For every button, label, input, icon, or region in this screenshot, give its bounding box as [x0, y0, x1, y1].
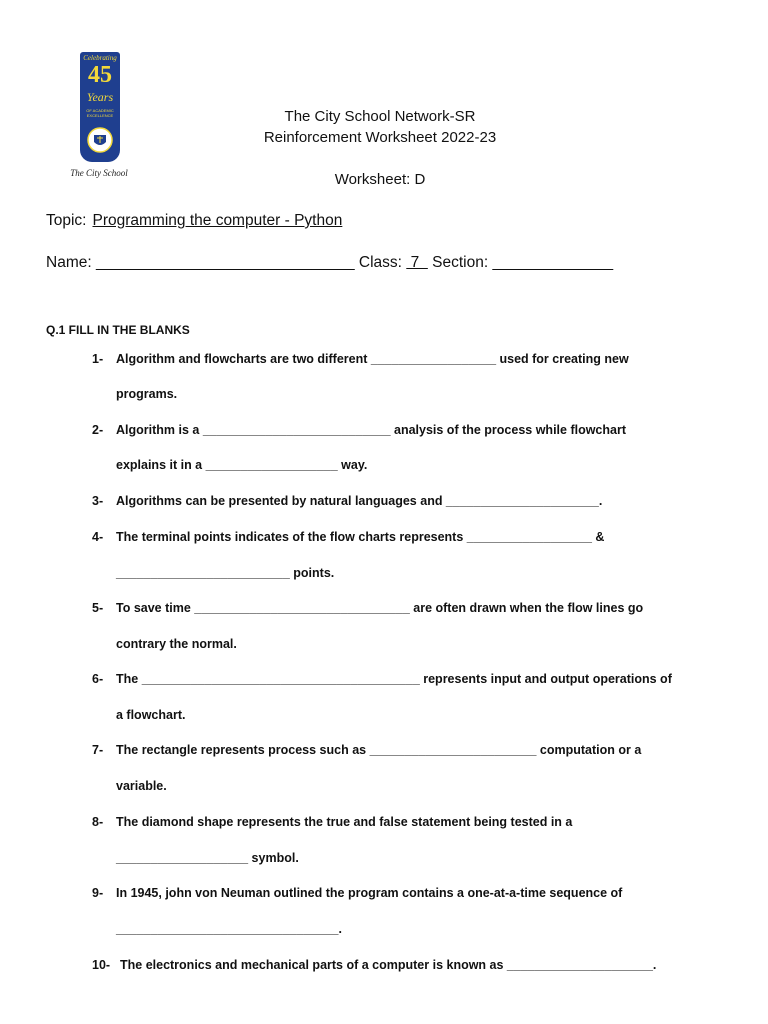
question-line: contrary the normal.	[116, 637, 237, 651]
question-line: explains it in a ___________________ way.	[116, 458, 368, 472]
question-number: 8-	[92, 815, 104, 829]
logo-celebrating: Celebrating	[83, 54, 117, 62]
logo-school-name: The City School	[70, 168, 128, 178]
question-number: 5-	[92, 601, 104, 615]
question-line: To save time _______________________________ are often drawn when the flow lines go	[116, 601, 644, 615]
question-line: Algorithm and flowcharts are two different __________________ used for creating new	[116, 352, 629, 366]
logo-subtitle: OF ACADEMIC EXCELLENCE	[86, 108, 114, 118]
section-label: Section:	[427, 254, 493, 271]
question-number: 4-	[92, 530, 104, 544]
logo-number: 45	[88, 62, 112, 88]
question-number: 3-	[92, 494, 104, 508]
logo-badge	[80, 52, 120, 162]
question-line: Algorithm is a ___________________________ analysis of the process while flowchart	[116, 423, 627, 437]
question-line: ________________________________.	[116, 922, 342, 936]
question-line: programs.	[116, 387, 178, 401]
question-line: The diamond shape represents the true and false statement being tested in a	[116, 815, 573, 829]
question-number: 10-	[92, 958, 111, 972]
question-line: ___________________ symbol.	[116, 851, 299, 865]
question-line: _________________________ points.	[116, 566, 335, 580]
question-number: 9-	[92, 886, 104, 900]
section-blank[interactable]: ______________	[492, 254, 614, 271]
question-line: a flowchart.	[116, 708, 186, 722]
student-info-row	[46, 254, 613, 272]
question-line: The rectangle represents process such as ________________________ computation or a	[116, 743, 642, 757]
question-line: The ________________________________________ represents input and output operations of	[116, 672, 672, 686]
question-line: The terminal points indicates of the flow charts represents __________________ &	[116, 530, 605, 544]
question-number: 7-	[92, 743, 104, 757]
question-line: variable.	[116, 779, 167, 793]
topic-row	[46, 212, 342, 230]
question-number: 2-	[92, 423, 104, 437]
question-line: In 1945, john von Neuman outlined the program contains a one-at-a-time sequence of	[116, 886, 623, 900]
worksheet-title: Reinforcement Worksheet 2022-23	[263, 129, 497, 146]
name-label: Name:	[46, 254, 96, 271]
question-number: 1-	[92, 352, 104, 366]
logo-years: Years	[86, 90, 114, 104]
section-title: Q.1 FILL IN THE BLANKS	[46, 323, 190, 337]
topic-label: Topic:	[46, 212, 87, 229]
worksheet-label: Worksheet: D	[334, 171, 426, 188]
school-network-title: The City School Network-SR	[284, 108, 476, 125]
name-blank[interactable]: ______________________________	[95, 254, 355, 271]
topic-value: Programming the computer - Python	[92, 212, 343, 229]
class-value: 7	[406, 254, 428, 271]
crest-icon	[86, 126, 114, 154]
question-number: 6-	[92, 672, 104, 686]
question-line: The electronics and mechanical parts of a computer is known as _____________________.	[120, 958, 657, 972]
question-line: Algorithms can be presented by natural languages and ______________________.	[116, 494, 603, 508]
class-label: Class:	[354, 254, 407, 271]
school-logo	[66, 52, 132, 182]
